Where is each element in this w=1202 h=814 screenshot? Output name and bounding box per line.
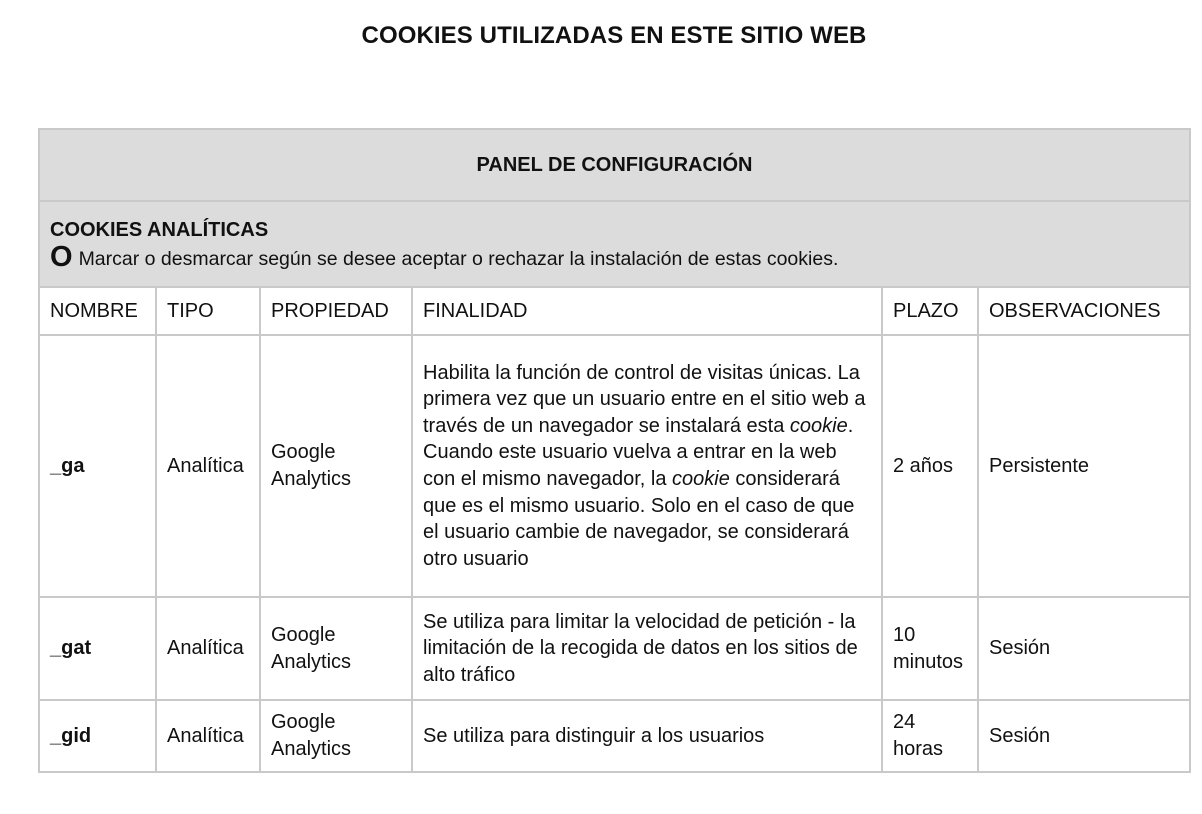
column-header-tipo: TIPO	[156, 287, 260, 335]
cookie-type: Analítica	[156, 335, 260, 597]
section-title: COOKIES ANALÍTICAS	[50, 219, 269, 241]
column-header-propiedad: PROPIEDAD	[260, 287, 412, 335]
cookie-notes: Sesión	[978, 700, 1190, 772]
cookie-property: Google Analytics	[260, 597, 412, 700]
cookie-name: _ga	[39, 335, 156, 597]
section-note	[50, 243, 1179, 273]
panel-title: PANEL DE CONFIGURACIÓN	[39, 129, 1190, 201]
cookie-purpose: Se utiliza para limitar la velocidad de petición - la limitación de la recogida de datos en los sitios de alto tráfico	[412, 597, 882, 700]
cookie-name: _gid	[39, 700, 156, 772]
table-row	[39, 700, 1190, 772]
column-header-finalidad: FINALIDAD	[412, 287, 882, 335]
cookie-duration: 2 años	[882, 335, 978, 597]
cookie-purpose	[412, 335, 882, 597]
cookie-notes: Persistente	[978, 335, 1190, 597]
cookie-purpose: Se utiliza para distinguir a los usuarios	[412, 700, 882, 772]
panel-header-row	[39, 129, 1190, 201]
cookie-purpose-text: Habilita la función de control de visitas únicas. La primera vez que un usuario entre en el sitio web a través de un navegador se instalará esta	[423, 361, 866, 437]
cookie-notes: Sesión	[978, 597, 1190, 700]
section-header	[39, 201, 1190, 287]
cookie-purpose-emphasis: cookie	[789, 414, 848, 437]
column-header-nombre: NOMBRE	[39, 287, 156, 335]
cookie-purpose-text: . Cuando este usuario vuelva a entrar en la web con el mismo navegador, la	[423, 414, 854, 490]
table-row	[39, 335, 1190, 597]
cookie-purpose-emphasis: cookie	[672, 468, 730, 490]
section-note-text: Marcar o desmarcar según se desee aceptar o rechazar la instalación de estas cookies.	[78, 248, 839, 270]
cookie-property: Google Analytics	[260, 335, 412, 597]
cookie-name: _gat	[39, 597, 156, 700]
cookie-type: Analítica	[156, 597, 260, 700]
section-header-row	[39, 201, 1190, 287]
column-header-plazo: PLAZO	[882, 287, 978, 335]
page-title: COOKIES UTILIZADAS EN ESTE SITIO WEB	[361, 22, 867, 49]
table-row	[39, 597, 1190, 700]
cookie-duration: 10 minutos	[882, 597, 978, 700]
consent-radio-icon[interactable]: O	[50, 241, 73, 273]
cookie-duration: 24 horas	[882, 700, 978, 772]
cookies-table	[38, 128, 1191, 773]
column-header-observaciones: OBSERVACIONES	[978, 287, 1190, 335]
column-header-row	[39, 287, 1190, 335]
cookie-purpose-text: considerará que es el mismo usuario. Solo en el caso de que el usuario cambie de navegador, se considerará otro usuario	[423, 468, 855, 570]
cookie-type: Analítica	[156, 700, 260, 772]
cookie-property: Google Analytics	[260, 700, 412, 772]
